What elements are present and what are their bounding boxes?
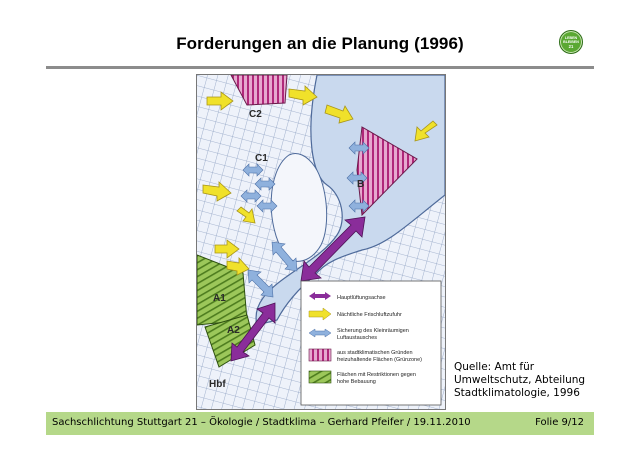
- legend-swatch-green-hatch: [309, 371, 331, 383]
- legend-label-5b: hohe Bebauung: [337, 379, 376, 385]
- legend-label-2: Nächtliche Frischluftzufuhr: [337, 312, 402, 318]
- logo-text-line-3: 21: [568, 44, 574, 49]
- label-b: B: [357, 179, 365, 190]
- map-figure: [197, 75, 445, 409]
- slide-title: Forderungen an die Planung (1996): [176, 34, 464, 53]
- logo-text-line-2: BLEIBEN: [563, 40, 579, 44]
- legend-label-1: Hauptlüftungsachse: [337, 295, 386, 301]
- legend-swatch-magenta-hatch: [309, 349, 331, 361]
- slide-number: Folie 9/12: [535, 417, 584, 428]
- map-legend: [301, 281, 441, 405]
- title-divider: [46, 66, 594, 69]
- legend-label-4b: freizuhaltende Flächen (Grünzone): [337, 357, 422, 363]
- logo-text-line-1: LEBEN: [564, 36, 578, 40]
- source-note: [454, 361, 634, 400]
- label-c2: C2: [249, 109, 262, 120]
- label-a2: A2: [227, 325, 240, 336]
- footer-bar: [46, 412, 594, 435]
- label-a1: A1: [213, 293, 226, 304]
- source-line-2: Umweltschutz, Abteilung: [454, 374, 586, 386]
- climate-planning-map: [196, 74, 446, 410]
- legend-label-3a: Sicherung des Kleinräumigen: [337, 328, 409, 334]
- label-hbf: Hbf: [209, 379, 226, 390]
- legend-label-3b: Luftaustausches: [337, 335, 378, 341]
- source-line-3: Stadtklimatologie, 1996: [454, 387, 580, 399]
- footer-presentation-info: Sachschlichtung Stuttgart 21 – Ökologie / Stadtklima – Gerhard Pfeifer / 19.11.2010: [52, 417, 471, 428]
- legend-label-5a: Flächen mit Restriktionen gegen: [337, 372, 416, 378]
- label-c1: C1: [255, 153, 268, 164]
- source-line-1: Quelle: Amt für: [454, 361, 535, 373]
- legend-label-4a: aus stadtklimatischen Gründen: [337, 350, 413, 356]
- leaf-logo-icon: [559, 30, 583, 54]
